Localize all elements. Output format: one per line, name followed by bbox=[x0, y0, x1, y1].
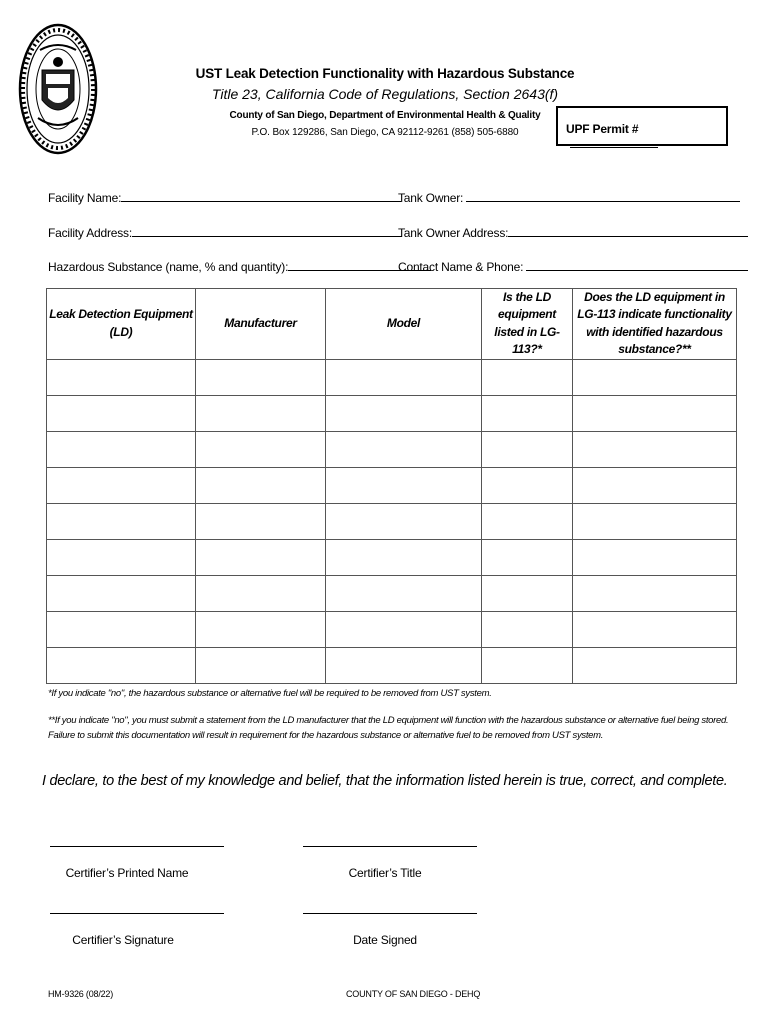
table-cell[interactable] bbox=[47, 503, 196, 539]
table-cell[interactable] bbox=[196, 503, 326, 539]
footnote-1: *If you indicate "no", the hazardous substance or alternative fuel will be required to be removed from UST system. bbox=[48, 688, 492, 699]
table-cell[interactable] bbox=[573, 359, 737, 395]
facility-name-field[interactable] bbox=[121, 190, 401, 202]
table-row bbox=[47, 575, 737, 611]
footnote-2: **If you indicate "no", you must submit a statement from the LD manufacturer that the LD equipment will function with the hazardous substance or alternative fuel being stored. Failure to submit this documentation will result in requirement for the hazardous substance or alternative fuel to be removed from UST system. bbox=[48, 715, 729, 742]
table-row bbox=[47, 647, 737, 683]
upf-permit-box bbox=[556, 106, 728, 146]
form-title: UST Leak Detection Functionality with Hazardous Substance bbox=[195, 66, 575, 81]
header-manufacturer: Manufacturer bbox=[196, 289, 326, 360]
table-cell[interactable] bbox=[482, 611, 573, 647]
contact-label: Contact Name & Phone: bbox=[398, 260, 524, 274]
tank-owner-field[interactable] bbox=[466, 190, 740, 202]
table-row bbox=[47, 539, 737, 575]
header-ld-equipment: Leak Detection Equipment (LD) bbox=[47, 289, 196, 360]
contact-row bbox=[398, 259, 748, 274]
table-row bbox=[47, 431, 737, 467]
table-cell[interactable] bbox=[326, 395, 482, 431]
table-cell[interactable] bbox=[47, 575, 196, 611]
table-row bbox=[47, 611, 737, 647]
table-cell[interactable] bbox=[47, 647, 196, 683]
table-cell[interactable] bbox=[47, 431, 196, 467]
table-cell[interactable] bbox=[573, 431, 737, 467]
agency-address: P.O. Box 129286, San Diego, CA 92112-9261 (858) 505-6880 bbox=[251, 127, 519, 138]
table-cell[interactable] bbox=[326, 611, 482, 647]
table-cell[interactable] bbox=[326, 575, 482, 611]
table-cell[interactable] bbox=[47, 395, 196, 431]
table-cell[interactable] bbox=[196, 359, 326, 395]
county-seal-icon bbox=[18, 22, 98, 156]
table-cell[interactable] bbox=[482, 359, 573, 395]
contact-field[interactable] bbox=[526, 259, 748, 271]
table-cell[interactable] bbox=[326, 359, 482, 395]
printed-name-line[interactable] bbox=[50, 846, 224, 847]
signature-line[interactable] bbox=[50, 913, 224, 914]
table-cell[interactable] bbox=[196, 575, 326, 611]
table-cell[interactable] bbox=[482, 647, 573, 683]
leak-detection-table bbox=[46, 288, 737, 684]
table-row bbox=[47, 503, 737, 539]
table-cell[interactable] bbox=[47, 359, 196, 395]
form-subtitle: Title 23, California Code of Regulations, Section 2643(f) bbox=[211, 86, 559, 102]
tank-owner-label: Tank Owner: bbox=[398, 191, 464, 205]
table-cell[interactable] bbox=[196, 539, 326, 575]
table-cell[interactable] bbox=[326, 503, 482, 539]
table-cell[interactable] bbox=[573, 539, 737, 575]
table-cell[interactable] bbox=[196, 431, 326, 467]
upf-permit-label: UPF Permit # bbox=[566, 122, 639, 136]
table-cell[interactable] bbox=[326, 539, 482, 575]
table-cell[interactable] bbox=[482, 467, 573, 503]
table-cell[interactable] bbox=[482, 575, 573, 611]
table-row bbox=[47, 395, 737, 431]
upf-permit-field[interactable] bbox=[570, 136, 658, 148]
form-id: HM-9326 (08/22) bbox=[48, 989, 114, 999]
table-cell[interactable] bbox=[196, 611, 326, 647]
footer-org: COUNTY OF SAN DIEGO - DEHQ bbox=[346, 989, 481, 999]
table-cell[interactable] bbox=[482, 395, 573, 431]
date-line[interactable] bbox=[303, 913, 477, 914]
hazardous-substance-label: Hazardous Substance (name, % and quantity): bbox=[48, 260, 289, 274]
table-row bbox=[47, 467, 737, 503]
agency-name: County of San Diego, Department of Environmental Health & Quality bbox=[229, 110, 541, 121]
printed-name-label: Certifier’s Printed Name bbox=[65, 866, 189, 880]
facility-address-label: Facility Address: bbox=[48, 226, 132, 240]
tank-owner-address-field[interactable] bbox=[508, 225, 748, 237]
title-line[interactable] bbox=[303, 846, 477, 847]
table-cell[interactable] bbox=[482, 539, 573, 575]
hazardous-substance-row bbox=[48, 259, 431, 274]
tank-owner-address-row bbox=[398, 225, 748, 240]
table-cell[interactable] bbox=[573, 575, 737, 611]
header-listed-lg113: Is the LD equipment listed in LG-113?* bbox=[482, 289, 573, 360]
table-cell[interactable] bbox=[326, 647, 482, 683]
table-cell[interactable] bbox=[326, 467, 482, 503]
table-cell[interactable] bbox=[196, 395, 326, 431]
title-label: Certifier’s Title bbox=[348, 866, 422, 880]
table-cell[interactable] bbox=[573, 395, 737, 431]
table-cell[interactable] bbox=[196, 467, 326, 503]
table-cell[interactable] bbox=[196, 647, 326, 683]
tank-owner-row bbox=[398, 190, 740, 205]
facility-name-label: Facility Name: bbox=[48, 191, 122, 205]
table-cell[interactable] bbox=[573, 647, 737, 683]
table-cell[interactable] bbox=[47, 611, 196, 647]
table-cell[interactable] bbox=[47, 467, 196, 503]
table-cell[interactable] bbox=[573, 611, 737, 647]
date-label: Date Signed bbox=[353, 933, 417, 947]
facility-address-row bbox=[48, 225, 402, 240]
facility-name-row bbox=[48, 190, 401, 205]
signature-label: Certifier’s Signature bbox=[72, 933, 174, 947]
table-cell[interactable] bbox=[573, 503, 737, 539]
tank-owner-address-label: Tank Owner Address: bbox=[398, 226, 509, 240]
facility-address-field[interactable] bbox=[132, 225, 402, 237]
table-row bbox=[47, 359, 737, 395]
table-cell[interactable] bbox=[47, 539, 196, 575]
table-cell[interactable] bbox=[482, 431, 573, 467]
header-model: Model bbox=[326, 289, 482, 360]
table-cell[interactable] bbox=[482, 503, 573, 539]
declaration-text: I declare, to the best of my knowledge and belief, that the information listed herein is true, correct, and complete. bbox=[42, 773, 728, 789]
table-header-row bbox=[47, 289, 737, 360]
header-functionality: Does the LD equipment in LG-113 indicate functionality with identified hazardous substance?** bbox=[573, 289, 737, 360]
table-cell[interactable] bbox=[326, 431, 482, 467]
table-cell[interactable] bbox=[573, 467, 737, 503]
